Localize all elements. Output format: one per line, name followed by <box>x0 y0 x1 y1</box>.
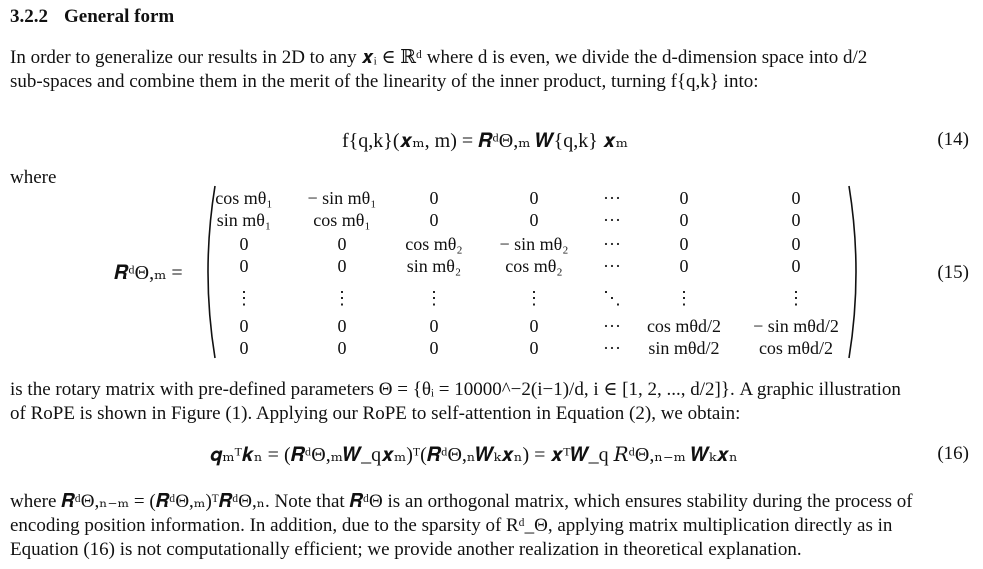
matrix-cell: ··· <box>603 210 621 230</box>
matrix-cell: − sin mθ₁ <box>307 188 377 208</box>
para1-line2: sub-spaces and combine them in the merit of the linearity of the inner product, turning f{q,k} into: <box>10 71 759 92</box>
matrix-cell: 0 <box>791 188 801 208</box>
matrix-cell: ⋮ <box>333 288 351 308</box>
matrix-cell: − sin mθd/2 <box>753 316 839 336</box>
para2-line1: is the rotary matrix with pre-defined parameters Θ = {θᵢ = 10000^−2(i−1)/d, i ∈ [1, 2, ..., d/2]}. A graphic illustration <box>10 379 901 400</box>
para2-line2: of RoPE is shown in Figure (1). Applying our RoPE to self-attention in Equation (2), we obtain: <box>10 403 741 424</box>
equation-14-number: (14) <box>937 129 969 150</box>
matrix-cell: cos mθ₁ <box>313 210 371 230</box>
matrix-cell: cos mθ₁ <box>215 188 273 208</box>
section-title: General form <box>64 6 175 27</box>
matrix-cell: 0 <box>239 338 249 358</box>
matrix-cell: ··· <box>603 256 621 276</box>
matrix-cell: 0 <box>529 316 539 336</box>
rotary-matrix <box>200 184 864 364</box>
matrix-cell: 0 <box>791 210 801 230</box>
matrix-cell: 0 <box>791 256 801 276</box>
matrix-cell: cos mθ₂ <box>405 234 463 254</box>
matrix-cell: ⋮ <box>425 288 443 308</box>
matrix-cell: 0 <box>337 316 347 336</box>
matrix-cell: 0 <box>679 256 689 276</box>
matrix-cell: 0 <box>679 210 689 230</box>
matrix-cell: cos mθd/2 <box>758 338 834 358</box>
matrix-cell: ⋮ <box>787 288 805 308</box>
matrix-cell: 0 <box>429 210 439 230</box>
matrix-cell: 0 <box>679 188 689 208</box>
para1-line1: In order to generalize our results in 2D to any 𝒙ᵢ ∈ ℝᵈ where d is even, we divide the d-dimension space into d/2 <box>10 47 868 68</box>
para3-line3: Equation (16) is not computationally efficient; we provide another realization in theoretical explanation. <box>10 539 802 560</box>
equation-15-number: (15) <box>937 262 969 283</box>
matrix-cell: cos mθd/2 <box>646 316 722 336</box>
equation-15-lhs: 𝑹ᵈΘ,ₘ = <box>114 262 183 284</box>
equation-14: f{q,k}(𝒙ₘ, m) = 𝑹ᵈΘ,ₘ 𝑾{q,k} 𝒙ₘ <box>342 130 628 152</box>
matrix-cell: 0 <box>337 234 347 254</box>
matrix-cell: sin mθ₂ <box>406 256 462 276</box>
matrix-cell: sin mθd/2 <box>648 338 720 358</box>
matrix-cell: cos mθ₂ <box>505 256 563 276</box>
matrix-cell: 0 <box>529 210 539 230</box>
matrix-cell: ··· <box>603 316 621 336</box>
matrix-cell: 0 <box>337 338 347 358</box>
matrix-cell: ··· <box>603 338 621 358</box>
matrix-cell: ··· <box>603 188 621 208</box>
matrix-cell: 0 <box>529 338 539 358</box>
matrix-cell: 0 <box>429 188 439 208</box>
matrix-cell: − sin mθ₂ <box>499 234 569 254</box>
matrix-cell: ⋮ <box>525 288 543 308</box>
matrix-cell: 0 <box>337 256 347 276</box>
section-heading <box>10 6 174 28</box>
equation-16-number: (16) <box>937 443 969 464</box>
matrix-cell: 0 <box>679 234 689 254</box>
right-paren <box>846 184 864 360</box>
section-number: 3.2.2 <box>10 6 48 27</box>
matrix-cell: ··· <box>603 234 621 254</box>
matrix-cell: ⋱ <box>603 288 621 308</box>
para3-line1: where 𝑹ᵈΘ,ₙ₋ₘ = (𝑹ᵈΘ,ₘ)ᵀ𝑹ᵈΘ,ₙ. Note that 𝑹ᵈΘ is an orthogonal matrix, which ensures stability during the process of <box>10 491 913 512</box>
matrix-cell: ⋮ <box>235 288 253 308</box>
matrix-cell: 0 <box>239 316 249 336</box>
matrix-cell: 0 <box>529 188 539 208</box>
matrix-cell: 0 <box>429 316 439 336</box>
matrix-cell: 0 <box>239 234 249 254</box>
matrix-cell: 0 <box>239 256 249 276</box>
matrix-cell: ⋮ <box>675 288 693 308</box>
equation-16: 𝒒ₘᵀ𝒌ₙ = (𝑹ᵈΘ,ₘ𝑾_q𝒙ₘ)ᵀ(𝑹ᵈΘ,ₙ𝑾ₖ𝒙ₙ) = 𝒙ᵀ𝑾_q 𝑅ᵈΘ,ₙ₋ₘ 𝑾ₖ𝒙ₙ <box>210 444 738 466</box>
where-label: where <box>10 167 57 188</box>
matrix-cell: 0 <box>429 338 439 358</box>
matrix-cell: 0 <box>791 234 801 254</box>
matrix-cell: sin mθ₁ <box>216 210 272 230</box>
para3-line2: encoding position information. In addition, due to the sparsity of Rᵈ_Θ, applying matrix multiplication directly as in <box>10 515 893 536</box>
